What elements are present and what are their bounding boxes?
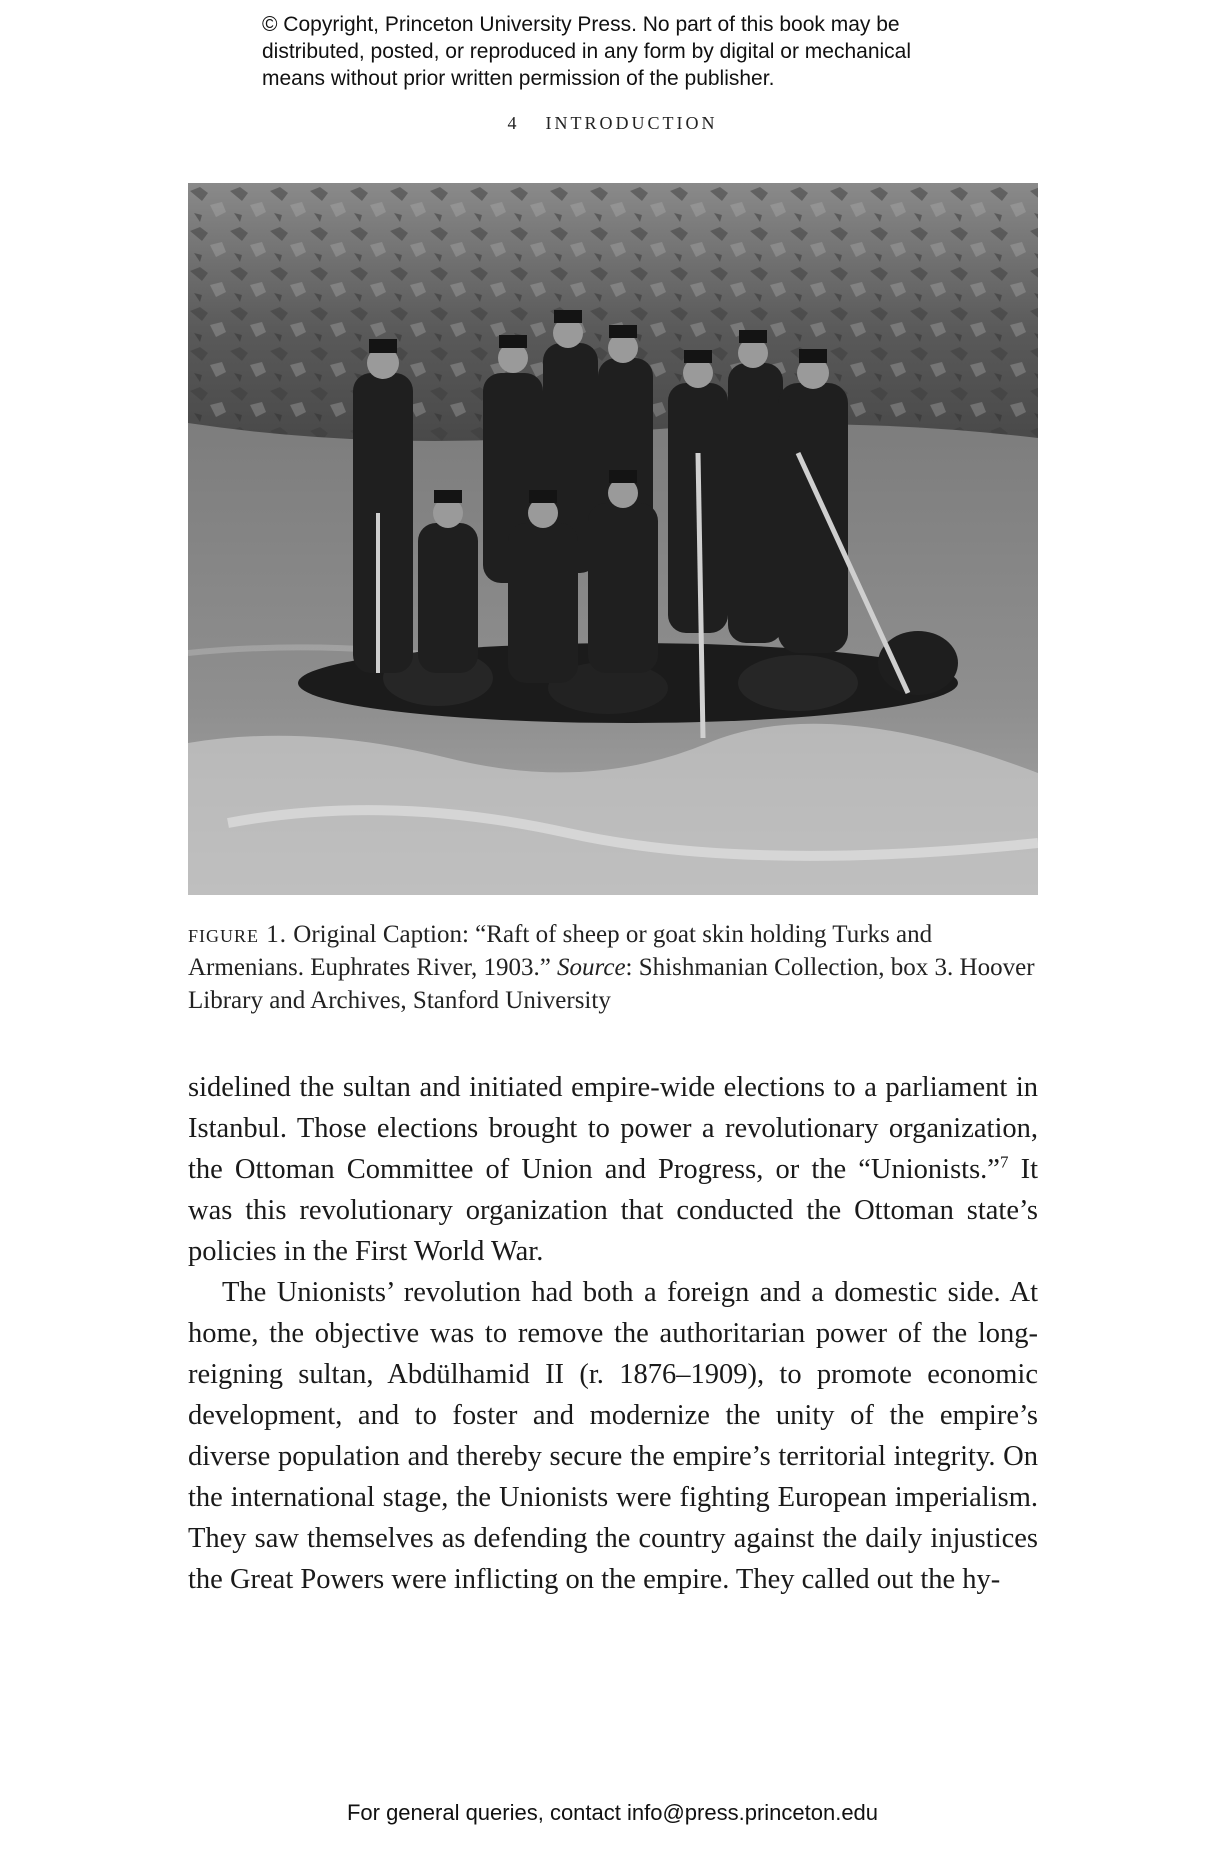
section-title: INTRODUCTION bbox=[545, 113, 718, 133]
paragraph-text: It was this revolutionary organization that conducted the Ottoman state’s policies in the First World War. bbox=[188, 1154, 1038, 1267]
copyright-notice bbox=[262, 11, 1022, 92]
paragraph: The Unionists’ revolution had both a foreign and a domestic side. At home, the objective was to remove the authoritarian power of the long-reigning sultan, Abdülhamid II (r. 1876–1909), to promote economic development, and to foster and modernize the unity of the empire’s diverse population and thereby secure the empire’s territorial integrity. On the international stage, the Unionists were fighting European imperialism. They saw themselves as defending the country against the daily injustices the Great Powers were inflicting on the empire. They called out the hy- bbox=[188, 1277, 1038, 1595]
paragraph-text: sidelined the sultan and initiated empire-wide elections to a parliament in Istanbul. Those elections brought to power a revolutionary organization, the Ottoman Committee of Union and Progress, or the “Unionists.” bbox=[188, 1072, 1038, 1185]
copyright-line: distributed, posted, or reproduced in any form by digital or mechanical bbox=[262, 40, 912, 63]
figure-photograph bbox=[188, 183, 1038, 895]
caption-text: Original Caption: “Raft of sheep or goat skin holding Turks and Armenians. Euphrates River, 1903.” bbox=[188, 921, 933, 981]
copyright-line: © Copyright, Princeton University Press. No part of this book may be bbox=[262, 13, 900, 36]
source-text: : Shishmanian Collection, box 3. Hoover Library and Archives, Stanford University bbox=[188, 954, 1035, 1014]
figure-label: figure 1. bbox=[188, 921, 288, 948]
footnote-marker[interactable]: 7 bbox=[999, 1152, 1009, 1172]
paragraph bbox=[188, 1067, 1038, 1272]
page-number: 4 bbox=[507, 113, 520, 133]
running-head bbox=[0, 113, 1225, 134]
raft-photo-illustration bbox=[188, 183, 1038, 895]
body-text bbox=[188, 1067, 1038, 1600]
copyright-line: means without prior written permission of the publisher. bbox=[262, 67, 775, 90]
figure-caption bbox=[188, 918, 1048, 1017]
source-label: Source bbox=[557, 954, 626, 981]
footer-contact: For general queries, contact info@press.princeton.edu bbox=[346, 1800, 879, 1825]
